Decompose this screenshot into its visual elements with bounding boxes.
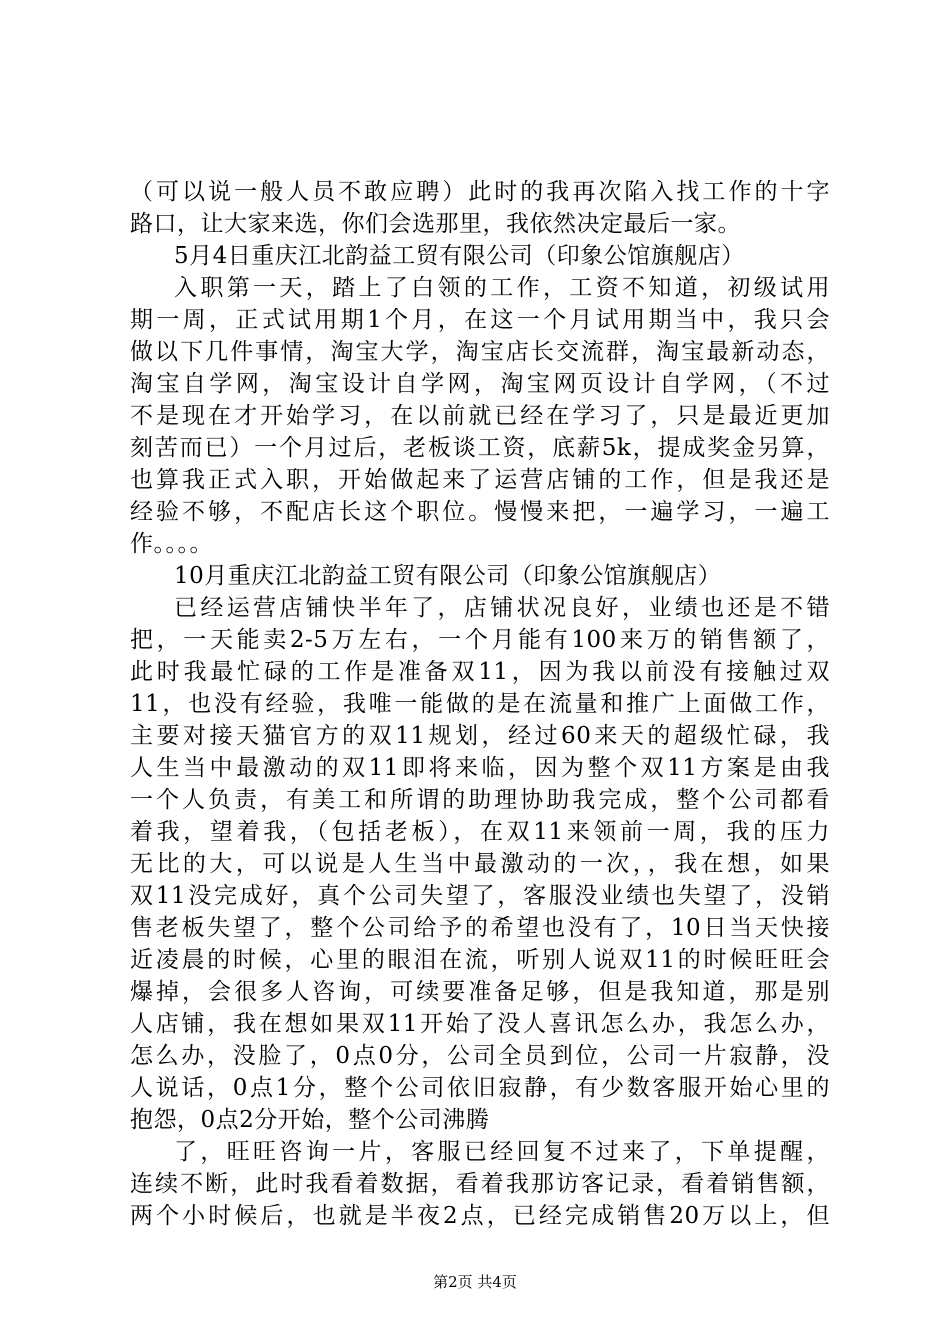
text-line: 已经运营店铺快半年了，店铺状况良好，业绩也还是不错 bbox=[174, 595, 830, 621]
text-line: 人店铺，我在想如果双11开始了没人喜讯怎么办，我怎么办， bbox=[130, 1011, 830, 1037]
text-line: 了，旺旺咨询一片，客服已经回复不过来了，下单提醒， bbox=[174, 1139, 830, 1165]
text-line: 作。。。。 bbox=[130, 531, 213, 557]
text-line: 人说话，0点1分，整个公司依旧寂静，有少数客服开始心里的 bbox=[130, 1075, 830, 1101]
text-line: 做以下几件事情，淘宝大学，淘宝店长交流群，淘宝最新动态， bbox=[130, 339, 830, 365]
text-line: 期一周，正式试用期1个月，在这一个月试用期当中，我只会 bbox=[130, 307, 830, 333]
text-line: 连续不断，此时我看着数据，看着我那访客记录，看着销售额， bbox=[130, 1171, 830, 1197]
body-text bbox=[130, 176, 830, 1232]
text-line: 把，一天能卖2-5万左右，一个月能有100来万的销售额了， bbox=[130, 627, 830, 653]
text-line: 售老板失望了，整个公司给予的希望也没有了，10日当天快接 bbox=[130, 915, 830, 941]
text-line: 不是现在才开始学习，在以前就已经在学习了，只是最近更加 bbox=[130, 403, 830, 429]
text-line: 人生当中最激动的双11即将来临，因为整个双11方案是由我 bbox=[130, 755, 830, 781]
text-line: 经验不够，不配店长这个职位。慢慢来把，一遍学习，一遍工 bbox=[130, 499, 830, 525]
text-line: 刻苦而已）一个月过后，老板谈工资，底薪5k，提成奖金另算， bbox=[130, 435, 830, 461]
text-line: 淘宝自学网，淘宝设计自学网，淘宝网页设计自学网，（不过 bbox=[130, 371, 830, 397]
section-heading: 10月重庆江北韵益工贸有限公司（印象公馆旗舰店） bbox=[174, 563, 722, 589]
text-line: 主要对接天猫官方的双11规划，经过60来天的超级忙碌，我 bbox=[130, 723, 830, 749]
text-line: 着我，望着我，（包括老板），在双11来领前一周，我的压力 bbox=[130, 819, 830, 845]
text-line: 入职第一天，踏上了白领的工作，工资不知道，初级试用 bbox=[174, 275, 830, 301]
text-line: 也算我正式入职，开始做起来了运营店铺的工作，但是我还是 bbox=[130, 467, 830, 493]
text-line: 11，也没有经验，我唯一能做的是在流量和推广上面做工作， bbox=[130, 691, 830, 717]
text-line: 抱怨，0点2分开始，整个公司沸腾 bbox=[130, 1107, 490, 1133]
text-line: 怎么办，没脸了，0点0分，公司全员到位，公司一片寂静，没 bbox=[130, 1043, 830, 1069]
text-line: 爆掉，会很多人咨询，可续要准备足够，但是我知道，那是别 bbox=[130, 979, 830, 1005]
text-line: （可以说一般人员不敢应聘）此时的我再次陷入找工作的十字 bbox=[130, 179, 830, 205]
page-number-footer: 第2页 共4页 bbox=[433, 1273, 517, 1291]
text-line: 一个人负责，有美工和所谓的助理协助我完成，整个公司都看 bbox=[130, 787, 830, 813]
text-line: 无比的大，可以说是人生当中最激动的一次，，我在想，如果 bbox=[130, 851, 830, 877]
section-heading: 5月4日重庆江北韵益工贸有限公司（印象公馆旗舰店） bbox=[174, 243, 745, 269]
text-line: 近凌晨的时候，心里的眼泪在流，听别人说双11的时候旺旺会 bbox=[130, 947, 830, 973]
text-line: 路口，让大家来选，你们会选那里，我依然决定最后一家。 bbox=[130, 211, 741, 237]
text-line: 两个小时候后，也就是半夜2点，已经完成销售20万以上，但 bbox=[130, 1203, 830, 1229]
text-line: 此时我最忙碌的工作是准备双11，因为我以前没有接触过双 bbox=[130, 659, 830, 685]
text-line: 双11没完成好，真个公司失望了，客服没业绩也失望了，没销 bbox=[130, 883, 830, 909]
